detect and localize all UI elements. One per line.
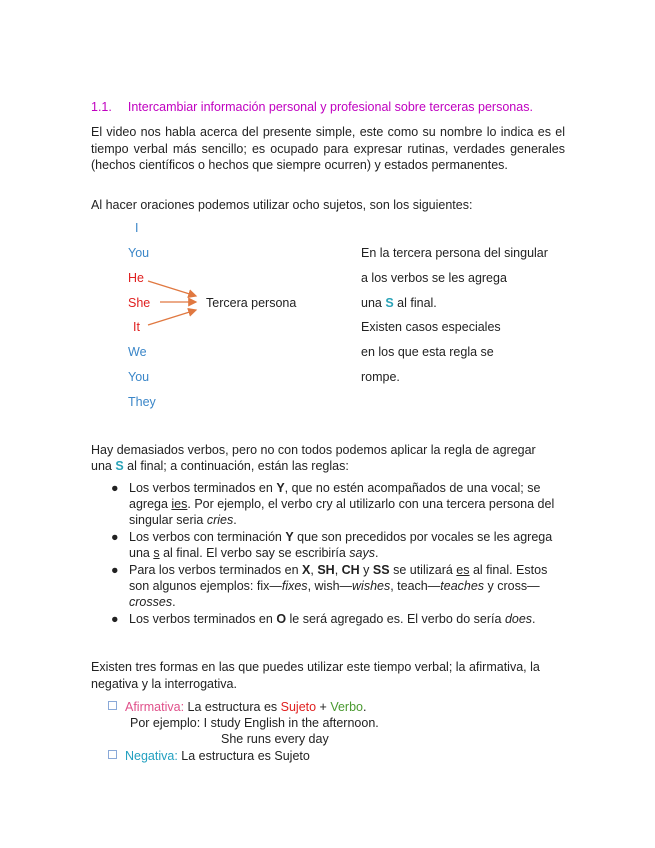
rule-item: ● Los verbos terminados en O le será agregado es. El verbo do sería does.: [111, 612, 536, 626]
arrow-it: [148, 310, 196, 325]
affirmative-item: Afirmativa: La estructura es Sujeto + Verbo.: [108, 700, 366, 714]
subjects-intro: Al hacer oraciones podemos utilizar ocho sujetos, son los siguientes:: [91, 198, 473, 212]
note-line-3: una S al final.: [361, 296, 437, 310]
note-line-1: En la tercera persona del singular: [361, 246, 548, 260]
section-title: Intercambiar información personal y profesional sobre terceras personas.: [127, 100, 533, 114]
subject-she: She: [128, 296, 151, 310]
subject-they: They: [128, 395, 156, 409]
rules-list: [91, 480, 565, 628]
rule-item: ● Para los verbos terminados en X, SH, CH y SS se utilizará es al final. Estos son algunos ejemplos: fix—fixes, wish—wishes, teach—teaches y cross—crosses.: [111, 563, 548, 609]
bullet-icon: ●: [111, 612, 119, 626]
rules-intro-line-1: Hay demasiados verbos, pero no con todos podemos aplicar la regla de agregar: [91, 443, 536, 457]
note-line-2: a los verbos se les agrega: [361, 271, 507, 285]
affirmative-example-2: She runs every day: [221, 732, 329, 746]
subject-you-plural: You: [128, 370, 150, 384]
forms-intro: Existen tres formas en las que puedes utilizar este tiempo verbal; la afirmativa, la negativa y la interrogativa.: [91, 660, 540, 691]
arrow-he: [148, 281, 196, 296]
rules-intro-line-2: una S al final; a continuación, están las reglas:: [91, 459, 349, 473]
third-person-label: Tercera persona: [206, 296, 297, 310]
intro-paragraph: El video nos habla acerca del presente simple, este como su nombre lo indica es el tiempo verbal más sencillo; es ocupado para expresar rutinas, verdades generales (hechos científicos o hechos que siempre ocurren) y estados permanentes.: [91, 125, 565, 172]
section-number: 1.1.: [91, 100, 112, 114]
subject-he: He: [128, 271, 144, 285]
section-heading: [91, 100, 533, 114]
note-line-5: en los que esta regla se: [361, 345, 494, 359]
arrows-graphic: [140, 270, 210, 340]
negative-item: Negativa: La estructura es Sujeto: [108, 749, 310, 763]
checkbox-icon: [108, 750, 117, 759]
subject-we: We: [128, 345, 147, 359]
checkbox-icon: [108, 701, 117, 710]
bullet-icon: ●: [111, 481, 119, 495]
bullet-icon: ●: [111, 563, 119, 577]
note-line-6: rompe.: [361, 370, 400, 384]
affirmative-example-1: Por ejemplo: I study English in the afternoon.: [130, 716, 379, 730]
rule-item: ● Los verbos con terminación Y que son precedidos por vocales se les agrega una s al final. El verbo say se escribiría says.: [111, 530, 553, 560]
bullet-icon: ●: [111, 530, 119, 544]
subject-it: It: [133, 320, 140, 334]
subject-you: You: [128, 246, 150, 260]
rule-item: ● Los verbos terminados en Y, que no estén acompañados de una vocal; se agrega ies. Por ejemplo, el verbo cry al utilizarlo con una tercera persona del singular seria cries.: [111, 481, 555, 527]
subject-i: I: [135, 221, 139, 235]
note-line-4: Existen casos especiales: [361, 320, 501, 334]
